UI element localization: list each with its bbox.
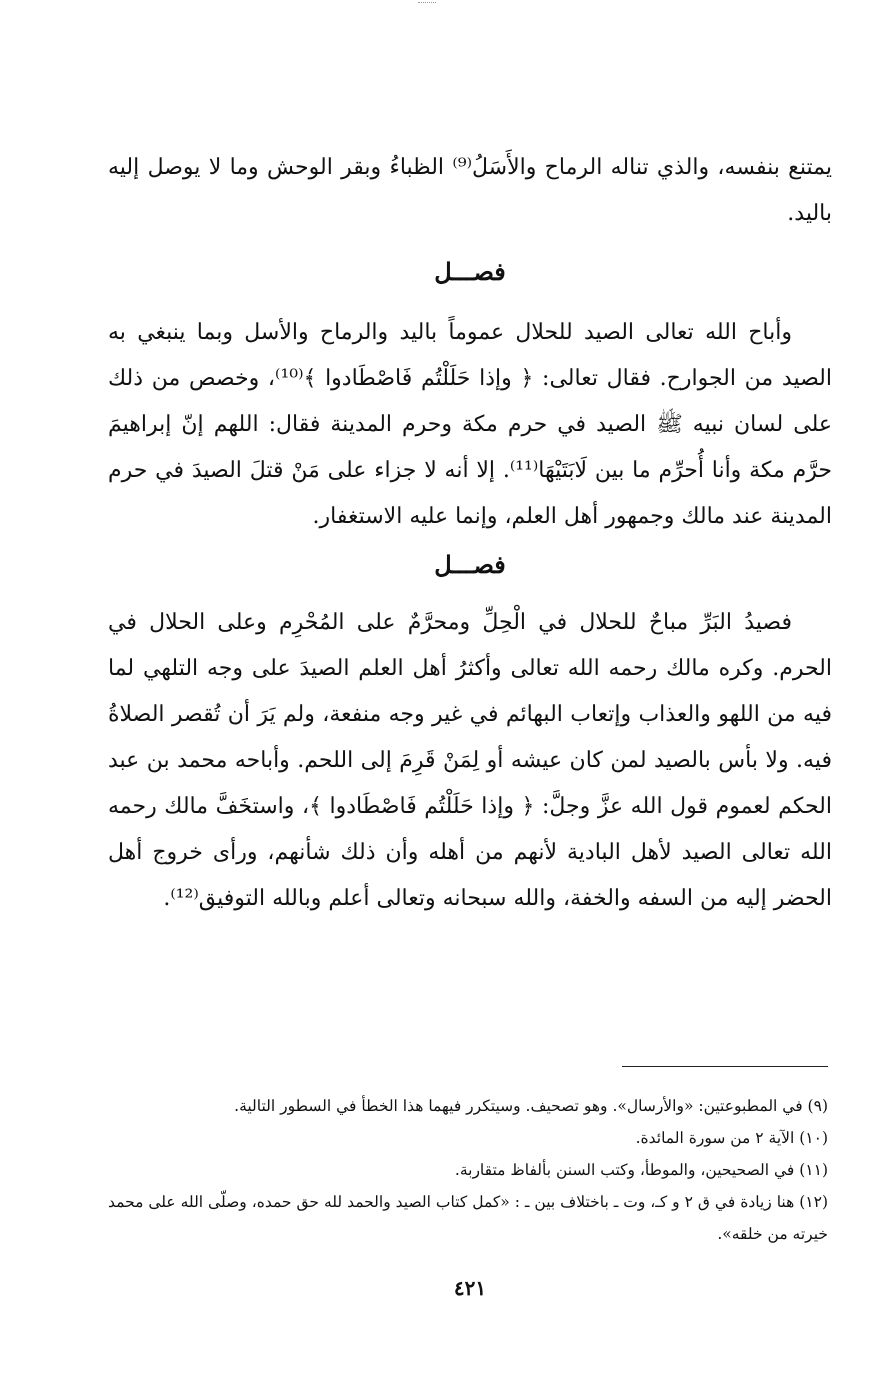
paragraph-hunting-permission: وأباح الله تعالى الصيد للحلال عموماً باليد والرماح والأسل وبما ينبغي به الصيد من الجوارح. فقال تعالى: ﴿ وإذا حَلَلْتُم فَاصْطَادوا ﴾⁽¹⁰⁾، وخصص من ذلك على لسان نبيه ﷺ الصيد في حرم مكة وحرم المدينة فقال: اللهم إنّ إبراهيمَ حرَّم مكة وأنا أُحرِّم ما بين لَابَتَيْهَا⁽¹¹⁾. إلا أنه لا جزاء على مَنْ قتلَ الصيدَ في حرم المدينة عند مالك وجمهور أهل العلم، وإنما عليه الاستغفار. [108, 320, 832, 529]
section-heading: فصـــل [434, 257, 506, 286]
page-number: ٤٢١ [453, 1276, 487, 1300]
footnote-divider [622, 1066, 828, 1067]
footnote-12: (١٢) هنا زيادة في ق ٢ و كـ، وت ـ باختلاف بين ـ : «كمل كتاب الصيد والحمد لله حق حمده، وصلّى الله على محمد خيرته من خلقه». [108, 1193, 829, 1243]
footnote-9: (٩) في المطبوعتين: «والأرسال». وهو تصحيف. وسيتكرر فيهما هذا الخطأ في السطور التالية. [234, 1097, 828, 1115]
paragraph-land-game: فصيدُ البَرِّ مباحٌ للحلال في الْحِلِّ ومحرَّمٌ على المُحْرِم وعلى الحلال في الحرم. وكره مالك رحمه الله تعالى وأكثرُ أهل العلم الصيدَ على وجه التلهي لما فيه من اللهو والعذاب وإتعاب البهائم في غير وجه منفعة، ولم يَرَ أن تُقصر الصلاةُ فيه. ولا بأس بالصيد لمن كان عيشه أو لِمَنْ قَرِمَ إلى اللحم. وأباحه محمد بن عبد الحكم لعموم قول الله عزَّ وجلَّ: ﴿ وإذا حَلَلْتُم فَاصْطَادوا ﴾، واستخَفَّ مالك رحمه الله تعالى الصيد لأهل البادية لأنهم من أهله وأن ذلك شأنهم، ورأى خروج أهل الحضر إليه من السفه والخفة، والله سبحانه وتعالى أعلم وبالله التوفيق⁽¹²⁾. [108, 610, 832, 911]
footnote-11: (١١) في الصحيحين، والموطأ، وكتب السنن بألفاظ متقاربة. [454, 1161, 828, 1179]
section-heading: فصـــل [434, 550, 506, 579]
footnote-10: (١٠) الآية ٢ من سورة المائدة. [635, 1129, 828, 1147]
paragraph-continuation: يمتنع بنفسه، والذي تناله الرماح والأَسَلُ⁽⁹⁾ الظباءُ وبقر الوحش وما لا يوصل إليه باليد. [108, 155, 832, 226]
scan-mark [418, 2, 436, 9]
footnotes [108, 1090, 828, 1250]
